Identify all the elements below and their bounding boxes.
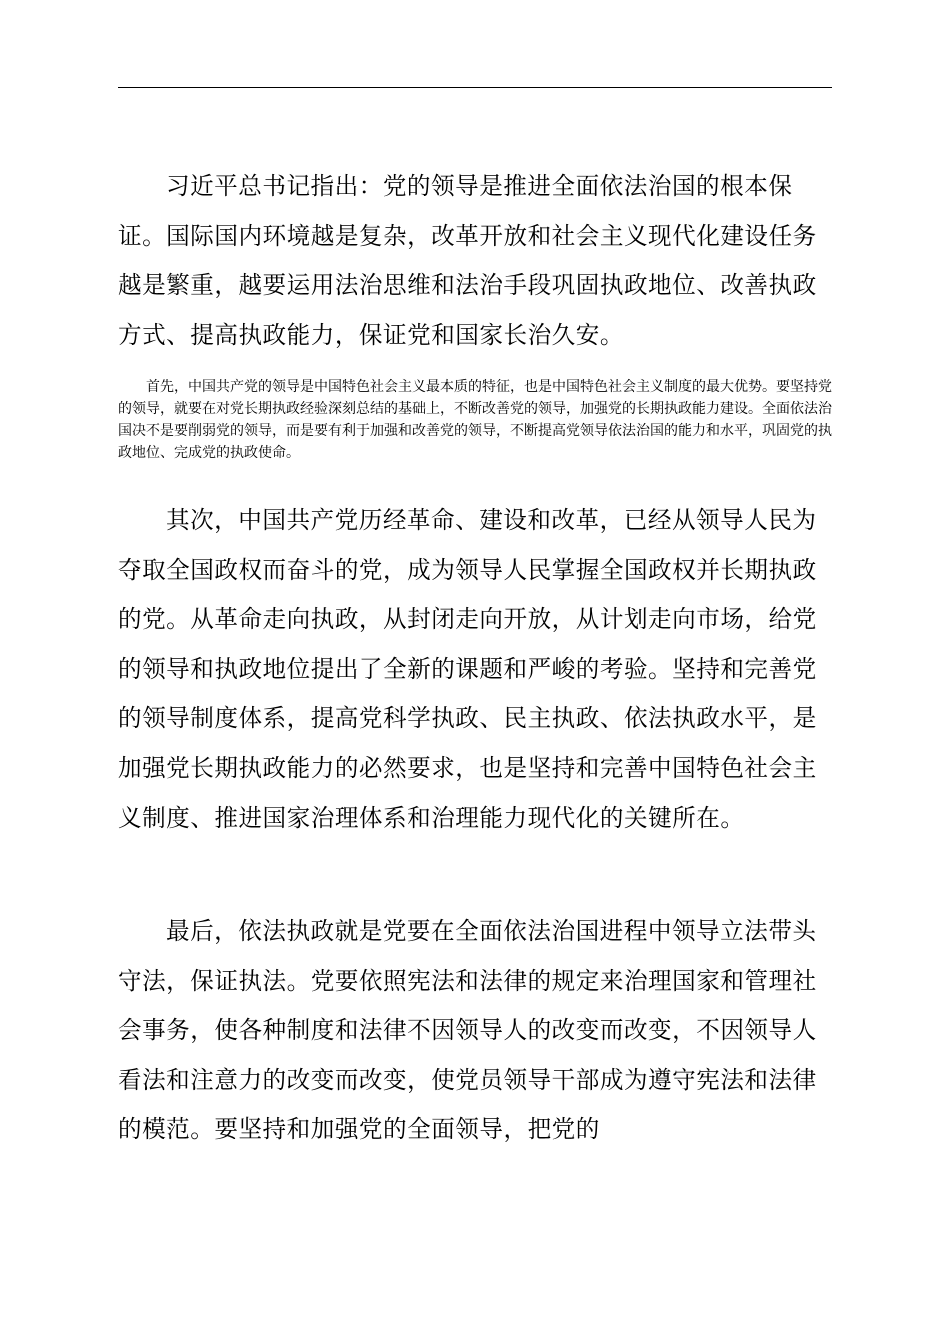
paragraph-intro: 习近平总书记指出：党的领导是推进全面依法治国的根本保证。国际国内环境越是复杂，改革开放和社会主义现代化建设任务越是繁重，越要运用法治思维和法治手段巩固执政地位、改善执政方式、提高执政能力，保证党和国家长治久安。 <box>118 172 817 349</box>
header-rule <box>118 87 832 88</box>
paragraph-last: 最后，依法执政就是党要在全面依法治国进程中领导立法带头守法，保证执法。党要依照宪法和法律的规定来治理国家和管理社会事务，使各种制度和法律不因领导人的改变而改变，不因领导人看法和注意力的改变而改变，使党员领导干部成为遵守宪法和法律的模范。要坚持和加强党的全面领导，把党的 <box>118 917 817 1144</box>
paragraph-second: 其次，中国共产党历经革命、建设和改革，已经从领导人民为夺取全国政权而奋斗的党，成为领导人民掌握全国政权并长期执政的党。从革命走向执政，从封闭走向开放，从计划走向市场，给党的领导和执政地位提出了全新的课题和严峻的考验。坚持和完善党的领导制度体系，提高党科学执政、民主执政、依法执政水平，是加强党长期执政能力的必然要求，也是坚持和完善中国特色社会主义制度、推进国家治理体系和治理能力现代化的关键所在。 <box>118 506 817 832</box>
paragraph-first: 首先，中国共产党的领导是中国特色社会主义最本质的特征，也是中国特色社会主义制度的最大优势。要坚持党的领导，就要在对党长期执政经验深刻总结的基础上，不断改善党的领导，加强党的长期执政能力建设。全面依法治国决不是要削弱党的领导，而是要有利于加强和改善党的领导，不断提高党领导依法治国的能力和水平，巩固党的执政地位、完成党的执政使命。 <box>118 379 832 461</box>
